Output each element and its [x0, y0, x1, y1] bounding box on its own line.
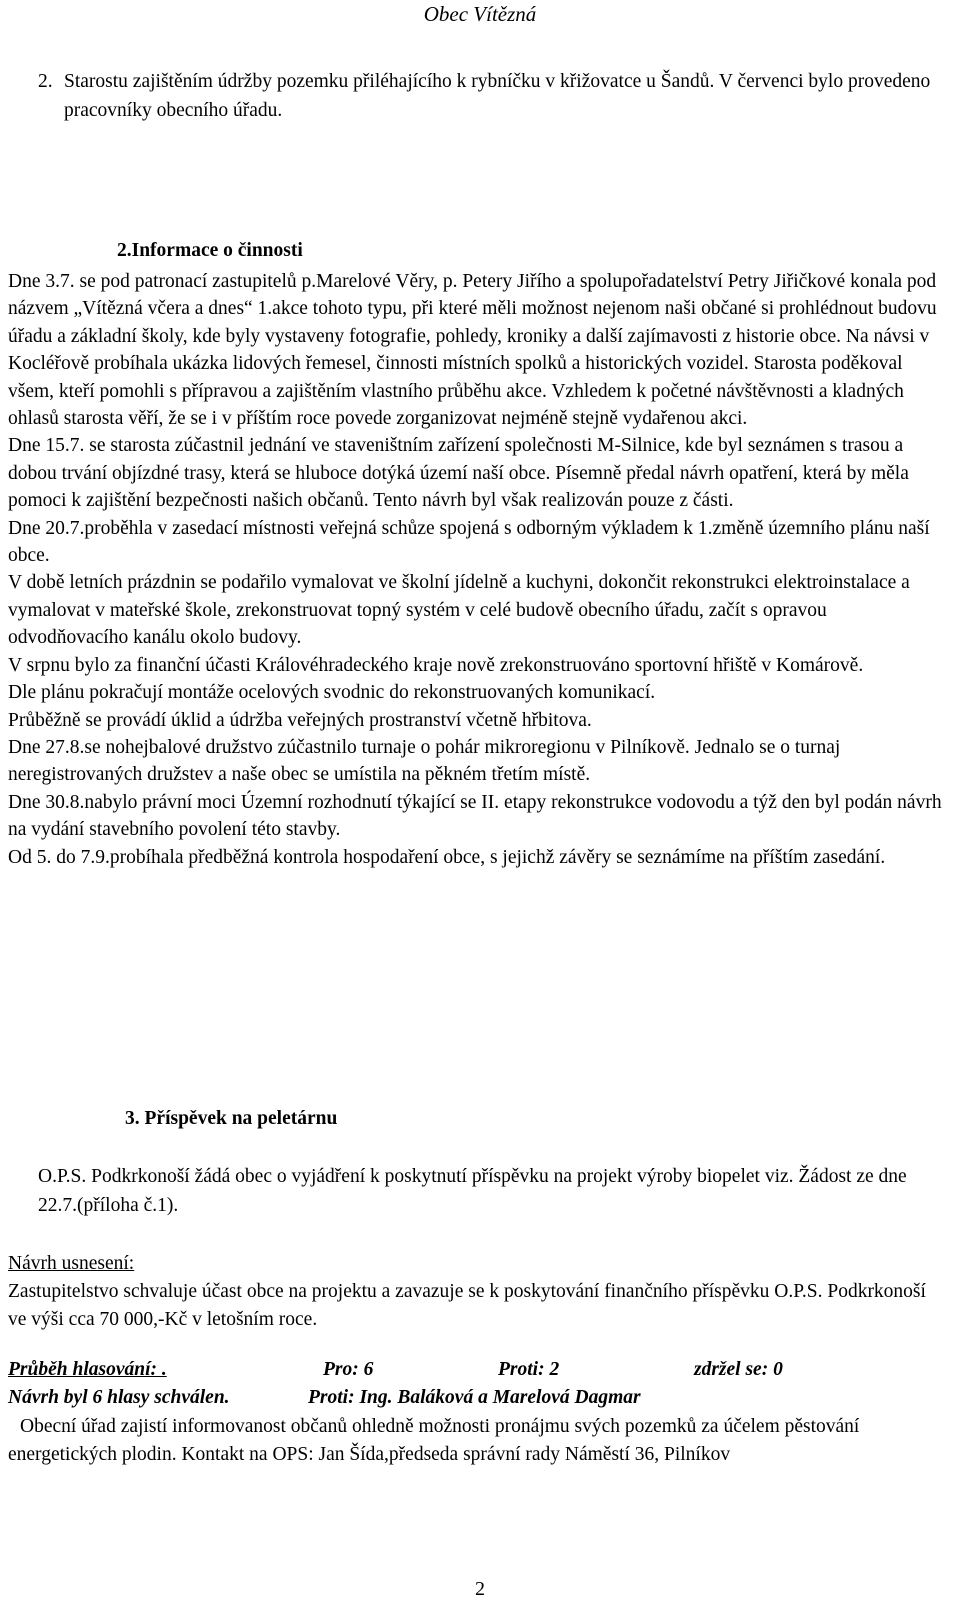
voting-proti: Proti: 2 — [498, 1359, 560, 1380]
voting-row-result — [8, 1384, 943, 1412]
activity-paragraph: Průběžně se provádí úklid a údržba veřejných prostranství včetně hřbitova. — [8, 709, 592, 731]
activity-paragraph: Dne 30.8.nabylo právní moci Územní rozhodnutí týkající se II. etapy rekonstrukce vodovodu a týž den byl podán návrh na vydání stavebního povolení této stavby. — [8, 791, 942, 841]
activity-paragraph: Dne 27.8.se nohejbalové družstvo zúčastnilo turnaje o pohár mikroregionu v Pilníkově. Jednalo se o turnaj neregistrovaných družstev a naše obec se umístila na pěkném třetím místě. — [8, 736, 841, 786]
voting-block — [8, 1356, 943, 1412]
voting-row-counts — [8, 1356, 943, 1384]
voting-pro: Pro: 6 — [323, 1359, 374, 1380]
section-heading-peletarna: 3. Příspěvek na peletárnu — [125, 1108, 338, 1129]
activity-paragraph: V srpnu bylo za finanční účasti Královéhradeckého kraje nově zrekonstruováno sportovní hřiště v Komárově. — [8, 654, 864, 676]
voting-label: Průběh hlasování: . — [8, 1359, 167, 1380]
proposal-block — [8, 1250, 943, 1334]
note-text: Obecní úřad zajistí informovanost občanů ohledně možnosti pronájmu svých pozemků za účelem pěstování energetických plodin. Kontakt na OPS: Jan Šída,předseda správní rady Náměstí 36, Pilníkov — [8, 1416, 860, 1465]
voting-against: Proti: Ing. Baláková a Marelová Dagmar — [308, 1387, 641, 1408]
section-heading-informace: 2.Informace o činnosti — [117, 240, 303, 261]
activity-body — [8, 268, 943, 871]
list-item-2 — [38, 68, 938, 125]
activity-paragraph: V době letních prázdnin se podařilo vymalovat ve školní jídelně a kuchyni, dokončit rekonstrukci elektroinstalace a vymalovat v mateřské škole, zrekonstruovat topný systém v celé budově obecního úřadu, začít s opravou odvodňovacího kanálu okolo budovy. — [8, 572, 910, 649]
page-header-title: Obec Vítězná — [423, 2, 537, 26]
page-number: 2 — [475, 1578, 485, 1600]
activity-paragraph: Od 5. do 7.9.probíhala předběžná kontrola hospodaření obce, s jejichž závěry se seznámíme na příštím zasedání. — [8, 846, 886, 868]
peletarna-text: O.P.S. Podkrkonoší žádá obec o vyjádření k poskytnutí příspěvku na projekt výroby biopelet viz. Žádost ze dne 22.7.(příloha č.1). — [38, 1166, 907, 1216]
activity-paragraph: Dne 3.7. se pod patronací zastupitelů p.Marelové Věry, p. Petery Jiřího a spolupořadatelství Petry Jiřičkové konala pod názvem „Vítězná včera a dnes“ 1.akce tohoto typu, při které měli možnost nejenom naši občané si prohlédnout budovu úřadu a základní školy, kde byly vystaveny fotografie, pohledy, kroniky a další zajímavosti z historie obce. Na návsi v Kocléřově probíhala ukázka lidových řemesel, činnosti místních spolků a historických vozidel. Starosta poděkoval všem, kteří pomohli s přípravou a zajištěním vlastního průběhu akce. Vzhledem k početné návštěvnosti a kladných ohlasů starosta věří, že se i v příštím roce povede zorganizovat nejméně stejně vydařenou akci. — [8, 271, 937, 430]
voting-zdrzel: zdržel se: 0 — [694, 1359, 783, 1380]
list-item-text: Starostu zajištěním údržby pozemku přiléhajícího k rybníčku v křižovatce u Šandů. V červenci bylo provedeno pracovníky obecního úřadu. — [64, 71, 931, 121]
activity-paragraph: Dne 20.7.proběhla v zasedací místnosti veřejná schůze spojená s odborným výkladem k 1.změně územního plánu naší obce. — [8, 517, 930, 567]
activity-paragraph: Dne 15.7. se starosta zúčastnil jednání ve staveništním zařízení společnosti M-Silnice, kde byl seznámen s trasou a dobou trvání objízdné trasy, která se hluboce dotýká území naší obce. Písemně předal návrh opatření, která by měla pomoci k zajištění bezpečnosti našich občanů. Tento návrh byl však realizován pouze z části. — [8, 435, 909, 512]
proposal-text: Zastupitelstvo schvaluje účast obce na projektu a zavazuje se k poskytování finančního příspěvku O.P.S. Podkrkonoší ve výši cca 70 000,-Kč v letošním roce. — [8, 1281, 926, 1330]
voting-result: Návrh byl 6 hlasy schválen. — [8, 1387, 230, 1408]
proposal-label: Návrh usnesení: — [8, 1253, 135, 1274]
activity-paragraph: Dle plánu pokračují montáže ocelových svodnic do rekonstruovaných komunikací. — [8, 682, 656, 704]
list-item-number: 2. — [38, 71, 53, 92]
